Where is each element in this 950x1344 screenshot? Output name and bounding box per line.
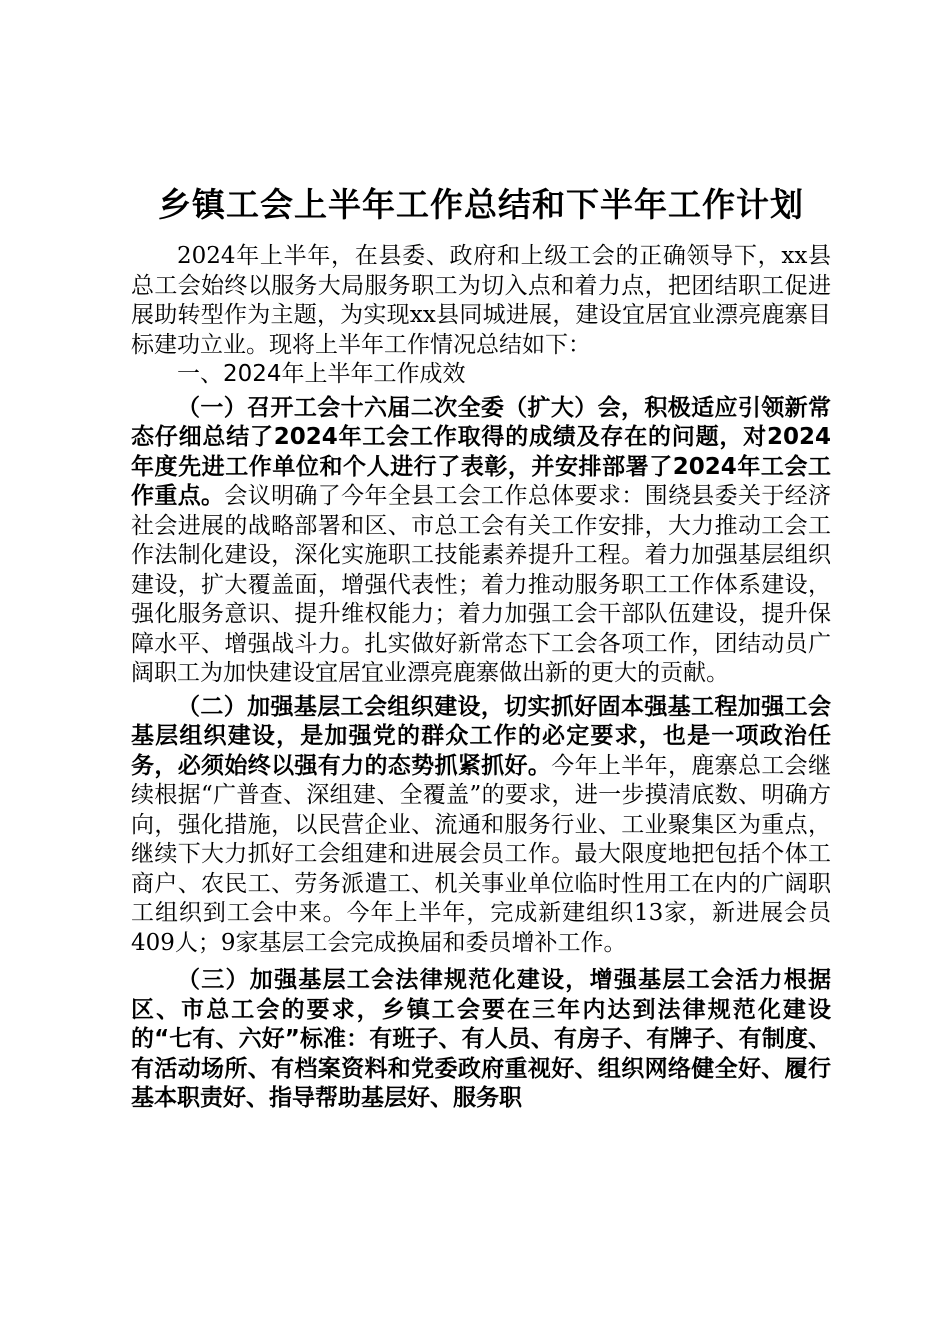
item-1-lead: （一）召开工会十六届二次全委（扩大）会，积极适应引领新常态仔细总结了2024年工会工作取得的成绩及存在的问题，对2024年度先进工作单位和个人进行了表彰，并安排部署了2024年工会工作重点。 [131,394,831,509]
item-2-paragraph [131,693,831,959]
item-3-paragraph [131,966,831,1114]
item-1-paragraph [131,394,831,689]
document-title: 乡镇工会上半年工作总结和下半年工作计划 [158,185,804,224]
document-body [131,182,831,1114]
intro-paragraph: 2024年上半年，在县委、政府和上级工会的正确领导下，xx县总工会始终以服务大局服务职工为切入点和着力点，把团结职工促进展助转型作为主题，为实现xx县同城进展，建设宜居宜业漂亮鹿寨目标建功立业。现将上半年工作情况总结如下： [131,243,831,358]
item-1-body: 会议明确了今年全县工会工作总体要求：围绕县委关于经济社会进展的战略部署和区、市总工会有关工作安排，大力推动工会工作法制化建设，深化实施职工技能素养提升工程。着力加强基层组织建设，扩大覆盖面，增强代表性；着力推动服务职工工作体系建设，强化服务意识、提升维权能力；着力加强工会干部队伍建设，提升保障水平、增强战斗力。扎实做好新常态下工会各项工作，团结动员广阔职工为加快建设宜居宜业漂亮鹿寨做出新的更大的贡献。 [131,483,832,686]
item-3-lead: （三）加强基层工会法律规范化建设，增强基层工会活力根据区、市总工会的要求，乡镇工会要在三年内达到法律规范化建设的“七有、六好”标准：有班子、有人员、有房子、有牌子、有制度、有活动场所、有档案资料和党委政府重视好、组织网络健全好、履行基本职责好、指导帮助基层好、服务职 [131,967,831,1111]
item-2-lead: （二）加强基层工会组织建设，切实抓好固本强基工程加强工会基层组织建设，是加强党的群众工作的必定要求，也是一项政治任务，必须始终以强有力的态势抓紧抓好。 [131,693,831,779]
item-2-body: 今年上半年，鹿寨总工会继续根据“广普查、深组建、全覆盖”的要求，进一步摸清底数、明确方向，强化措施，以民营企业、流通和服务行业、工业聚集区为重点，继续下大力抓好工会组建和进展会员工作。最大限度地把包括个体工商户、农民工、劳务派遣工、机关事业单位临时性用工在内的广阔职工组织到工会中来。今年上半年，完成新建组织13家，新进展会员409人；9家基层工会完成换届和委员增补工作。 [131,752,832,956]
section-heading: 一、2024年上半年工作成效 [177,361,466,387]
